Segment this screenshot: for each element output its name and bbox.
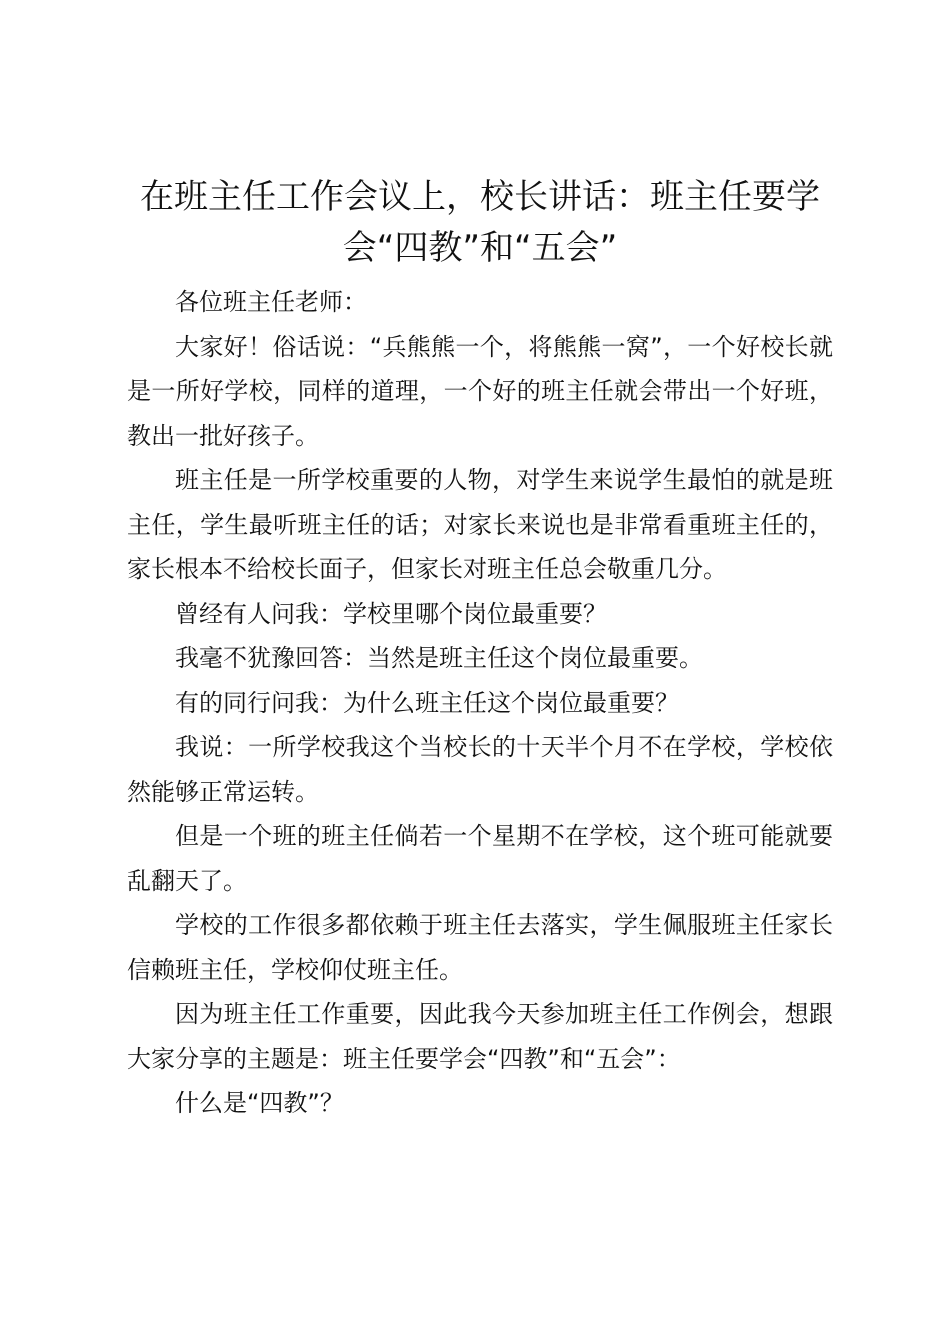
document-page xyxy=(127,172,833,1126)
paragraph-role: 班主任是一所学校重要的人物，对学生来说学生最怕的就是班主任，学生最听班主任的话；对家长来说也是非常看重班主任的，家长根本不给校长面子，但家长对班主任总会敬重几分。 xyxy=(127,466,833,583)
paragraph-four-teachings: 什么是“四教”？ xyxy=(175,1089,344,1117)
paragraph-principal-absence: 我说：一所学校我这个当校长的十天半个月不在学校，学校依然能够正常运转。 xyxy=(127,733,833,806)
paragraph-question: 曾经有人问我：学校里哪个岗位最重要？ xyxy=(175,599,607,628)
document-title: 在班主任工作会议上，校长讲话：班主任要学会“四教”和“五会” xyxy=(140,177,820,268)
paragraph-answer: 我毫不犹豫回答：当然是班主任这个岗位最重要。 xyxy=(175,644,703,672)
paragraph-reliance: 学校的工作很多都依赖于班主任去落实，学生佩服班主任家长信赖班主任，学校仰仗班主任。 xyxy=(127,911,833,984)
paragraph-teacher-absence: 但是一个班的班主任倘若一个星期不在学校，这个班可能就要乱翻天了。 xyxy=(127,822,833,895)
paragraph-greeting: 各位班主任老师： xyxy=(175,288,367,316)
paragraph-peer-question: 有的同行问我：为什么班主任这个岗位最重要？ xyxy=(175,688,679,717)
paragraph-topic: 因为班主任工作重要，因此我今天参加班主任工作例会，想跟大家分享的主题是：班主任要学会“四教”和“五会”： xyxy=(127,1000,833,1073)
paragraph-intro: 大家好！俗话说：“兵熊熊一个，将熊熊一窝”，一个好校长就是一所好学校，同样的道理，一个好的班主任就会带出一个好班，教出一批好孩子。 xyxy=(127,332,833,450)
